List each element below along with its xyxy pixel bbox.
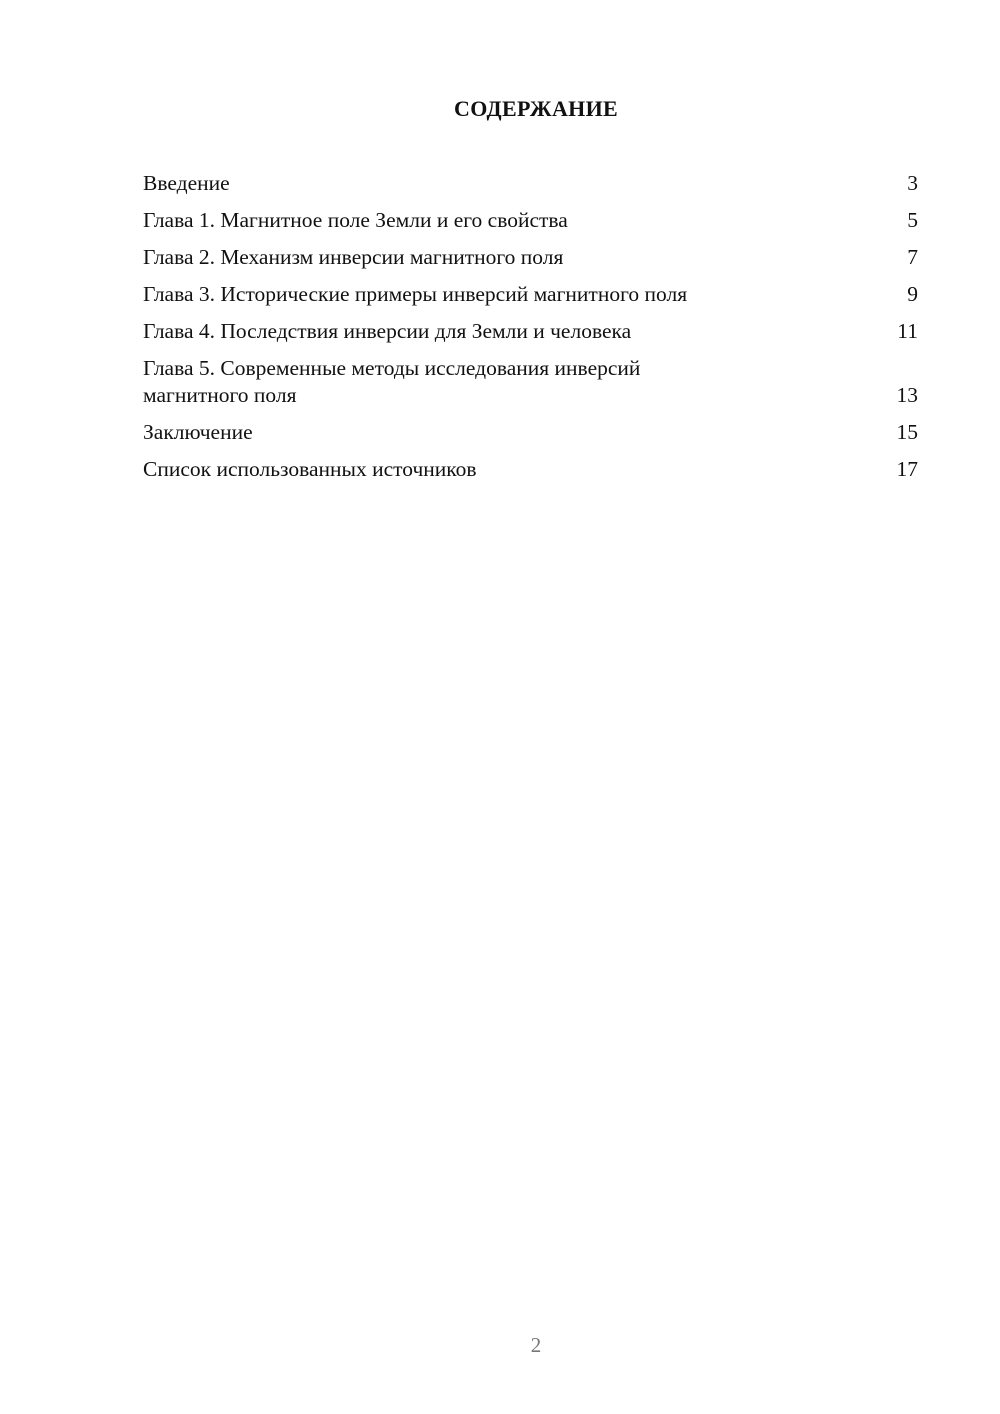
toc-entry-chapter-2[interactable] [143,244,918,271]
toc-entry-chapter-4[interactable] [143,318,918,345]
toc-entry-page: 11 [897,319,918,343]
toc-list [143,170,918,493]
toc-entry-page: 9 [907,282,918,306]
toc-entry-text: Список использованных источников [143,457,477,481]
toc-entry-text: Введение [143,171,230,195]
toc-entry-chapter-5[interactable] [143,355,918,409]
toc-entry-chapter-1[interactable] [143,207,918,234]
toc-entry-page: 17 [896,457,918,481]
toc-entry-text: Глава 1. Магнитное поле Земли и его свойства [143,208,568,232]
toc-entry-text: Глава 3. Исторические примеры инверсий магнитного поля [143,282,688,306]
page-number: 2 [530,1333,542,1357]
toc-entry-text: Глава 2. Механизм инверсии магнитного поля [143,245,564,269]
toc-entry-text: Глава 5. Современные методы исследования инверсий магнитного поля [143,356,641,407]
toc-entry-page: 3 [907,171,918,195]
toc-entry-page: 7 [907,245,918,269]
toc-entry-page: 15 [896,420,918,444]
toc-entry-introduction[interactable] [143,170,918,197]
toc-entry-text: Заключение [143,420,253,444]
toc-entry-chapter-3[interactable] [143,281,918,308]
toc-entry-references[interactable] [143,456,918,483]
toc-entry-text: Глава 4. Последствия инверсии для Земли и человека [143,319,632,343]
toc-title: СОДЕРЖАНИЕ [454,96,618,121]
toc-entry-page: 5 [907,208,918,232]
toc-entry-conclusion[interactable] [143,419,918,446]
toc-entry-page: 13 [896,383,918,407]
